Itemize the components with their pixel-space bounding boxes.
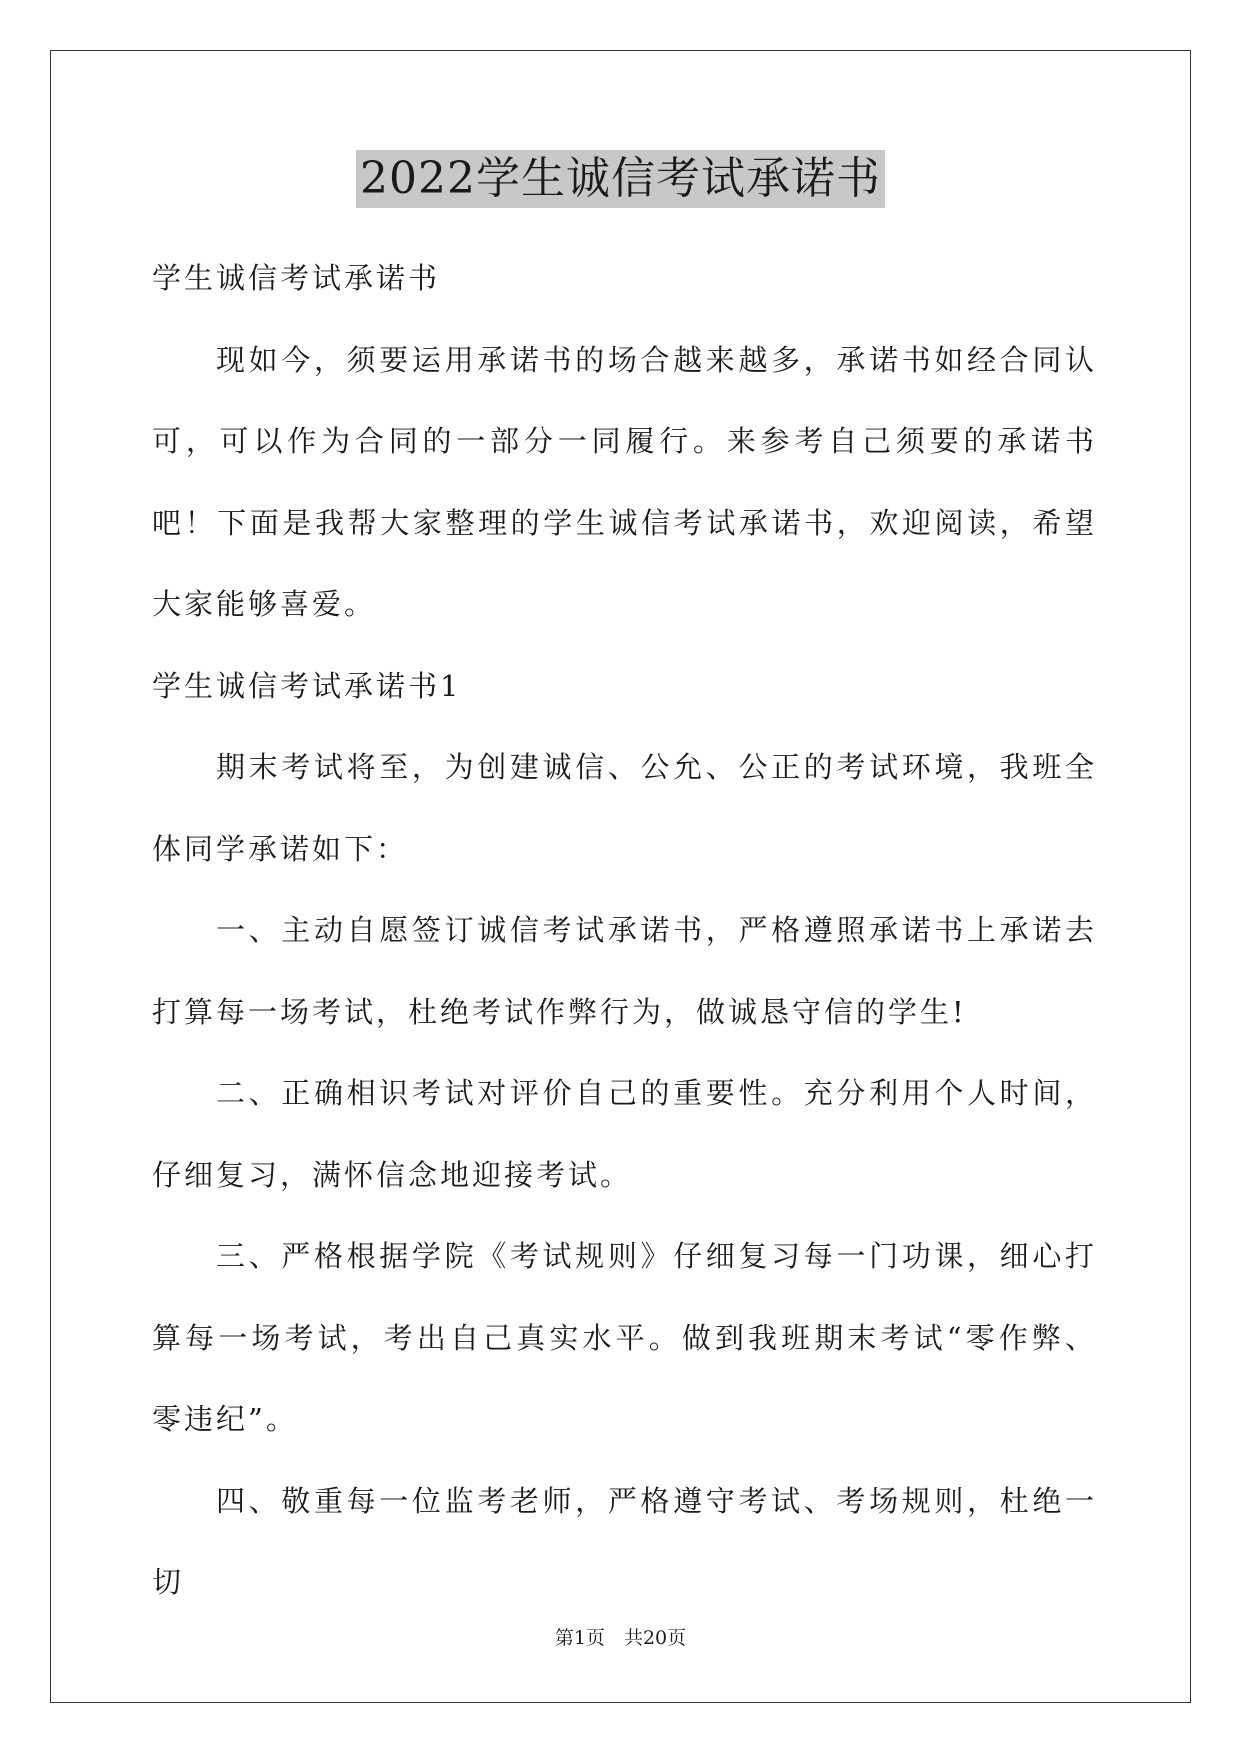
body-paragraph: 二、正确相识考试对评价自己的重要性。充分利用个人时间，仔细复习，满怀信念地迎接考试。 bbox=[152, 1076, 1097, 1192]
body-paragraph: 期末考试将至，为创建诚信、公允、公正的考试环境，我班全体同学承诺如下： bbox=[152, 750, 1097, 866]
section-heading: 学生诚信考试承诺书1 bbox=[152, 668, 462, 703]
body-paragraph: 一、主动自愿签订诚信考试承诺书，严格遵照承诺书上承诺去打算每一场考试，杜绝考试作弊行为，做诚恳守信的学生! bbox=[152, 913, 1097, 1029]
title-container bbox=[0, 150, 1241, 208]
subtitle-paragraph: 学生诚信考试承诺书 bbox=[152, 261, 441, 295]
body-paragraph: 四、敬重每一位监考老师，严格遵守考试、考场规则，杜绝一切 bbox=[152, 1483, 1097, 1599]
document-title: 2022学生诚信考试承诺书 bbox=[356, 150, 885, 208]
page-footer: 第1页 共20页 bbox=[554, 1627, 687, 1649]
document-body bbox=[152, 238, 1097, 1624]
body-paragraph: 三、严格根据学院《考试规则》仔细复习每一门功课，细心打算每一场考试，考出自己真实水平。做到我班期末考试“零作弊、零违纪”。 bbox=[152, 1239, 1097, 1436]
intro-paragraph: 现如今，须要运用承诺书的场合越来越多，承诺书如经合同认可，可以作为合同的一部分一同履行。来参考自己须要的承诺书吧！下面是我帮大家整理的学生诚信考试承诺书，欢迎阅读，希望大家能够喜爱。 bbox=[152, 342, 1097, 621]
